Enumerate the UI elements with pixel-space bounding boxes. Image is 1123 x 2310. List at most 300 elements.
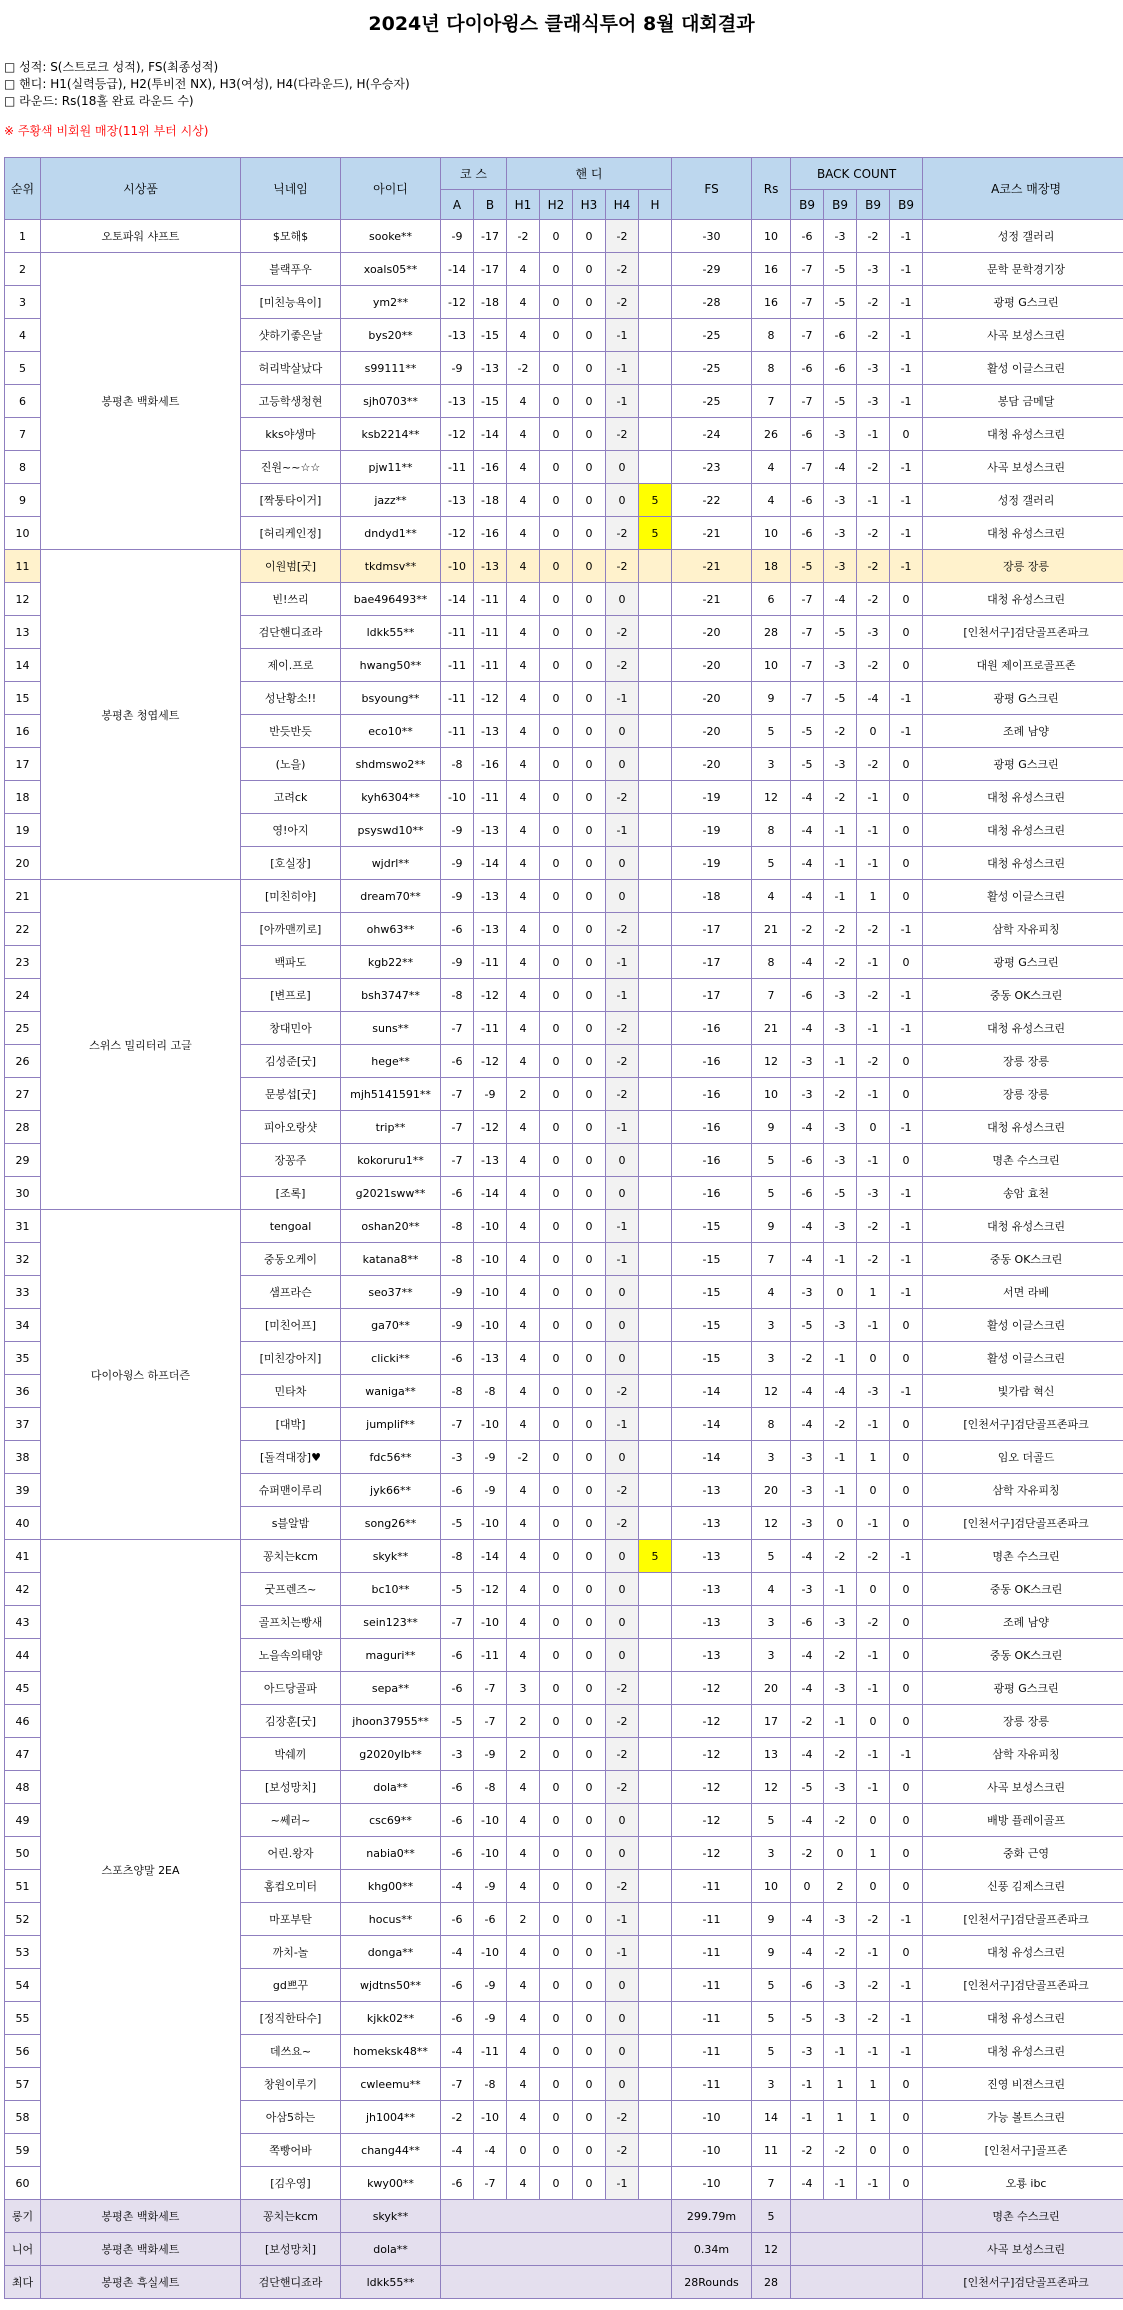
- cell: 5: [639, 484, 672, 517]
- cell: 광평 G스크린: [923, 946, 1123, 979]
- cell: -19: [672, 781, 752, 814]
- cell: 4: [507, 1210, 540, 1243]
- cell: -6: [791, 220, 824, 253]
- cell: -7: [441, 1111, 474, 1144]
- cell: 0: [573, 2101, 606, 2134]
- cell: 0: [573, 1507, 606, 1540]
- cell: [639, 1243, 672, 1276]
- cell: 0: [540, 583, 573, 616]
- cell: 빛가람 혁신: [923, 1375, 1123, 1408]
- cell: 0: [540, 2167, 573, 2200]
- cell: 영!아지: [241, 814, 341, 847]
- cell: 0: [540, 1771, 573, 1804]
- cell: -13: [441, 484, 474, 517]
- cell: -9: [441, 946, 474, 979]
- cell: 0: [606, 715, 639, 748]
- cell: [639, 1210, 672, 1243]
- cell: 노을속의태양: [241, 1639, 341, 1672]
- cell: 0: [540, 1969, 573, 2002]
- table-row: [5, 220, 1123, 253]
- cell: -14: [672, 1375, 752, 1408]
- cell: -4: [791, 1936, 824, 1969]
- cell: 0: [573, 2134, 606, 2167]
- cell: 0: [857, 1111, 890, 1144]
- cell: wjdtns50**: [341, 1969, 441, 2002]
- cell: 6: [5, 385, 41, 418]
- cell: -3: [824, 1012, 857, 1045]
- cell: 0: [540, 946, 573, 979]
- cell: -6: [441, 1804, 474, 1837]
- cell: [639, 1903, 672, 1936]
- cell: 4: [507, 814, 540, 847]
- cell: -20: [672, 715, 752, 748]
- cell: 골프치는빵새: [241, 1606, 341, 1639]
- cell: 검단핸디죠라: [241, 616, 341, 649]
- cell: 광평 G스크린: [923, 286, 1123, 319]
- cell: -1: [606, 1936, 639, 1969]
- cell: -10: [474, 1276, 507, 1309]
- cell: -20: [672, 682, 752, 715]
- cell: -1: [890, 1012, 923, 1045]
- cell: 0: [573, 1969, 606, 2002]
- cell: 32: [5, 1243, 41, 1276]
- cell: 0: [573, 451, 606, 484]
- cell: suns**: [341, 1012, 441, 1045]
- cell: -2: [857, 286, 890, 319]
- cell: 45: [5, 1672, 41, 1705]
- cell: -6: [441, 913, 474, 946]
- cell: -2: [606, 913, 639, 946]
- cell: -4: [791, 1639, 824, 1672]
- cell: -7: [441, 2068, 474, 2101]
- award-prize: 봉평촌 흑실세트: [41, 2266, 241, 2299]
- cell: -2: [824, 2134, 857, 2167]
- cell: 0: [540, 1507, 573, 1540]
- nonmember-note: ※ 주황색 비회원 매장(11위 부터 시상): [4, 124, 209, 138]
- cell: 2: [5, 253, 41, 286]
- cell: 10: [5, 517, 41, 550]
- cell: -1: [890, 1738, 923, 1771]
- cell: khg00**: [341, 1870, 441, 1903]
- cell: 대청 유성스크린: [923, 418, 1123, 451]
- cell: 4: [507, 1936, 540, 1969]
- cell: -2: [606, 781, 639, 814]
- cell: -14: [672, 1441, 752, 1474]
- cell: 5: [752, 1540, 791, 1573]
- cell: -6: [441, 1837, 474, 1870]
- cell: [639, 1045, 672, 1078]
- cell: jh1004**: [341, 2101, 441, 2134]
- cell: -2: [606, 517, 639, 550]
- cell: 2: [824, 1870, 857, 1903]
- cell: 0: [573, 1012, 606, 1045]
- cell: -11: [441, 682, 474, 715]
- cell: -13: [672, 1639, 752, 1672]
- cell: 0: [606, 2035, 639, 2068]
- cell: 10: [752, 517, 791, 550]
- cell: -1: [824, 814, 857, 847]
- cell: 0: [890, 2101, 923, 2134]
- cell: 진영 비젼스크린: [923, 2068, 1123, 2101]
- cell: -6: [474, 1903, 507, 1936]
- legend-score: □ 성적: S(스트로크 성적), FS(최종성적): [4, 60, 219, 74]
- cell: -10: [474, 1309, 507, 1342]
- cell: -11: [474, 649, 507, 682]
- cell: 0: [540, 1111, 573, 1144]
- cell: kokoruru1**: [341, 1144, 441, 1177]
- cell: bsyoung**: [341, 682, 441, 715]
- cell: [짝퉁타이거]: [241, 484, 341, 517]
- cell: -13: [672, 1507, 752, 1540]
- cell: 사곡 보성스크린: [923, 319, 1123, 352]
- cell: 삼학 자유피칭: [923, 913, 1123, 946]
- cell: 0: [890, 1639, 923, 1672]
- cell: 0: [890, 1705, 923, 1738]
- cell: maguri**: [341, 1639, 441, 1672]
- cell: 9: [5, 484, 41, 517]
- cell: -2: [857, 550, 890, 583]
- cell: ~쎄러~: [241, 1804, 341, 1837]
- cell: 피아오랑샷: [241, 1111, 341, 1144]
- cell: -14: [474, 1177, 507, 1210]
- cell: 5: [5, 352, 41, 385]
- cell: [인천서구]검단골프존파크: [923, 1969, 1123, 2002]
- cell: 5: [639, 517, 672, 550]
- cell: -9: [474, 2002, 507, 2035]
- cell: 12: [5, 583, 41, 616]
- cell: 가능 볼트스크린: [923, 2101, 1123, 2134]
- cell: 0: [540, 1276, 573, 1309]
- cell: 0: [857, 1804, 890, 1837]
- cell: 0: [540, 748, 573, 781]
- cell: ldkk55**: [341, 616, 441, 649]
- cell: 4: [752, 1573, 791, 1606]
- cell: -1: [606, 682, 639, 715]
- cell: 0: [857, 1474, 890, 1507]
- cell: -4: [441, 2134, 474, 2167]
- cell: 0: [824, 1507, 857, 1540]
- cell: 1: [857, 2068, 890, 2101]
- cell: -15: [672, 1210, 752, 1243]
- cell: -2: [606, 286, 639, 319]
- cell: 0: [890, 748, 923, 781]
- cell: -4: [824, 1375, 857, 1408]
- cell: [639, 1408, 672, 1441]
- cell: 4: [507, 1771, 540, 1804]
- cell: 48: [5, 1771, 41, 1804]
- cell: 오룡 ibc: [923, 2167, 1123, 2200]
- cell: 0: [573, 1738, 606, 1771]
- cell: 서면 라베: [923, 1276, 1123, 1309]
- cell: -2: [824, 913, 857, 946]
- cell: -4: [791, 1408, 824, 1441]
- cell: 0: [573, 1276, 606, 1309]
- cell: -2: [824, 1540, 857, 1573]
- cell: -6: [791, 418, 824, 451]
- cell: [639, 1474, 672, 1507]
- cell: 20: [752, 1474, 791, 1507]
- cell: homeksk48**: [341, 2035, 441, 2068]
- cell: 0: [540, 1375, 573, 1408]
- cell: 0: [857, 715, 890, 748]
- cell: 8: [752, 814, 791, 847]
- cell: -3: [824, 1309, 857, 1342]
- cell: -14: [474, 418, 507, 451]
- cell: 19: [5, 814, 41, 847]
- cell: -1: [824, 1342, 857, 1375]
- cell: -7: [791, 682, 824, 715]
- cell: 4: [507, 1837, 540, 1870]
- cell: -13: [474, 1342, 507, 1375]
- cell: -2: [606, 1705, 639, 1738]
- cell: 광평 G스크린: [923, 682, 1123, 715]
- cell: 10: [752, 649, 791, 682]
- cell: 0: [573, 1771, 606, 1804]
- cell: 0: [573, 1573, 606, 1606]
- cell: [정직한타수]: [241, 2002, 341, 2035]
- award-fs: 28Rounds: [672, 2266, 752, 2299]
- cell: 11: [752, 2134, 791, 2167]
- cell: -11: [672, 2068, 752, 2101]
- cell: 까치-놀: [241, 1936, 341, 1969]
- cell: -1: [890, 979, 923, 1012]
- cell: -1: [890, 1375, 923, 1408]
- cell: 명촌 수스크린: [923, 1540, 1123, 1573]
- cell: 4: [507, 649, 540, 682]
- cell: [639, 847, 672, 880]
- cell: -2: [857, 1045, 890, 1078]
- cell: [639, 1738, 672, 1771]
- cell: -1: [890, 484, 923, 517]
- cell: -3: [824, 418, 857, 451]
- cell: -7: [441, 1606, 474, 1639]
- cell: [639, 781, 672, 814]
- cell: -1: [890, 352, 923, 385]
- cell: -2: [824, 1738, 857, 1771]
- legend: [4, 59, 410, 110]
- cell: 3: [752, 1639, 791, 1672]
- cell: 0: [890, 1870, 923, 1903]
- award-nickname: [보성망치]: [241, 2233, 341, 2266]
- cell: dola**: [341, 1771, 441, 1804]
- cell: [639, 550, 672, 583]
- cell: 4: [752, 1276, 791, 1309]
- cell: 57: [5, 2068, 41, 2101]
- cell: 0: [540, 814, 573, 847]
- cell: 0: [540, 2068, 573, 2101]
- cell: 0: [540, 1606, 573, 1639]
- page-title: 2024년 다이아윙스 클래식투어 8월 대회결과: [368, 13, 755, 35]
- cell: -9: [474, 1474, 507, 1507]
- cell: 25: [5, 1012, 41, 1045]
- cell: 23: [5, 946, 41, 979]
- results-table: [4, 157, 1123, 2299]
- cell: -1: [857, 1771, 890, 1804]
- prize-group: 스포츠양말 2EA: [41, 1540, 241, 2200]
- cell: -3: [824, 979, 857, 1012]
- cell: dream70**: [341, 880, 441, 913]
- cell: -12: [474, 682, 507, 715]
- cell: 대청 유성스크린: [923, 1111, 1123, 1144]
- cell: [639, 2134, 672, 2167]
- cell: 0: [540, 1177, 573, 1210]
- cell: 4: [507, 385, 540, 418]
- cell: 0: [540, 1672, 573, 1705]
- cell: -10: [474, 1837, 507, 1870]
- cell: kks야생마: [241, 418, 341, 451]
- cell: 0: [573, 682, 606, 715]
- cell: 12: [752, 1771, 791, 1804]
- cell: 3: [752, 1441, 791, 1474]
- cell: [639, 418, 672, 451]
- cell: 0: [824, 1276, 857, 1309]
- cell: -10: [672, 2101, 752, 2134]
- cell: 17: [5, 748, 41, 781]
- cell: 0: [606, 1606, 639, 1639]
- cell: -17: [474, 220, 507, 253]
- cell: 마포부탄: [241, 1903, 341, 1936]
- cell: 29: [5, 1144, 41, 1177]
- cell: 4: [507, 1045, 540, 1078]
- cell: 4: [507, 1243, 540, 1276]
- cell: 0: [606, 451, 639, 484]
- cell: -22: [672, 484, 752, 517]
- cell: -1: [606, 385, 639, 418]
- cell: 16: [5, 715, 41, 748]
- cell: ksb2214**: [341, 418, 441, 451]
- cell: -4: [791, 1804, 824, 1837]
- cell: 0: [573, 1177, 606, 1210]
- cell: 0: [540, 1474, 573, 1507]
- cell: 0: [890, 1474, 923, 1507]
- cell: -9: [474, 1870, 507, 1903]
- cell: song26**: [341, 1507, 441, 1540]
- cell: 대청 유성스크린: [923, 1210, 1123, 1243]
- cell: [639, 1507, 672, 1540]
- cell: 0: [540, 1705, 573, 1738]
- cell: -15: [672, 1243, 752, 1276]
- cell: 6: [752, 583, 791, 616]
- cell: 0: [890, 1672, 923, 1705]
- cell: -2: [606, 649, 639, 682]
- award-row: [5, 2266, 1123, 2299]
- col-a: A: [441, 190, 474, 220]
- cell: 창원이루기: [241, 2068, 341, 2101]
- cell: [639, 319, 672, 352]
- cell: [639, 1078, 672, 1111]
- cell: 56: [5, 2035, 41, 2068]
- cell: 중동오케이: [241, 1243, 341, 1276]
- cell: -4: [791, 1012, 824, 1045]
- cell: hwang50**: [341, 649, 441, 682]
- cell: 대청 유성스크린: [923, 814, 1123, 847]
- cell: [대박]: [241, 1408, 341, 1441]
- cell: -6: [791, 979, 824, 1012]
- cell: -11: [441, 649, 474, 682]
- cell: 4: [507, 946, 540, 979]
- cell: 4: [507, 1375, 540, 1408]
- cell: 0: [540, 781, 573, 814]
- cell: [조록]: [241, 1177, 341, 1210]
- cell: -6: [441, 1474, 474, 1507]
- cell: bsh3747**: [341, 979, 441, 1012]
- cell: 0: [573, 1045, 606, 1078]
- cell: 제이.프로: [241, 649, 341, 682]
- cell: 5: [752, 1969, 791, 2002]
- cell: 0: [573, 781, 606, 814]
- cell: 0: [573, 1639, 606, 1672]
- cell: 4: [507, 1342, 540, 1375]
- cell: bae496493**: [341, 583, 441, 616]
- cell: 0: [890, 1309, 923, 1342]
- cell: 0: [573, 649, 606, 682]
- cell: -16: [672, 1012, 752, 1045]
- empty-cell: [791, 2233, 923, 2266]
- cell: -3: [857, 616, 890, 649]
- cell: -3: [824, 1606, 857, 1639]
- cell: 0: [890, 649, 923, 682]
- cell: -6: [441, 1903, 474, 1936]
- cell: 4: [507, 1969, 540, 2002]
- cell: [인천서구]검단골프존파크: [923, 1408, 1123, 1441]
- cell: -15: [474, 385, 507, 418]
- cell: -3: [791, 1507, 824, 1540]
- cell: 삼학 자유피칭: [923, 1474, 1123, 1507]
- cell: -1: [890, 2002, 923, 2035]
- cell: 0: [606, 1144, 639, 1177]
- award-label: 롱기: [5, 2200, 41, 2233]
- cell: 0: [540, 913, 573, 946]
- cell: g2020ylb**: [341, 1738, 441, 1771]
- cell: 0: [573, 1210, 606, 1243]
- cell: 21: [5, 880, 41, 913]
- cell: -1: [606, 946, 639, 979]
- cell: -11: [474, 946, 507, 979]
- cell: 55: [5, 2002, 41, 2035]
- cell: 꽁치는kcm: [241, 1540, 341, 1573]
- cell: -7: [441, 1078, 474, 1111]
- cell: -3: [857, 1177, 890, 1210]
- cell: sjh0703**: [341, 385, 441, 418]
- cell: [639, 946, 672, 979]
- cell: -2: [857, 1540, 890, 1573]
- cell: 중동 OK스크린: [923, 1639, 1123, 1672]
- cell: xoals05**: [341, 253, 441, 286]
- cell: 송암 효천: [923, 1177, 1123, 1210]
- cell: [639, 1870, 672, 1903]
- cell: [639, 451, 672, 484]
- cell: -2: [857, 1210, 890, 1243]
- cell: [639, 1936, 672, 1969]
- cell: -1: [857, 1012, 890, 1045]
- cell: [미친강아지]: [241, 1342, 341, 1375]
- cell: -1: [857, 1672, 890, 1705]
- cell: -2: [857, 748, 890, 781]
- cell: 0: [573, 1243, 606, 1276]
- cell: -1: [890, 1111, 923, 1144]
- cell: 5: [752, 1177, 791, 1210]
- cell: [미친능욕이]: [241, 286, 341, 319]
- cell: 3: [752, 1837, 791, 1870]
- cell: katana8**: [341, 1243, 441, 1276]
- cell: -3: [824, 1672, 857, 1705]
- cell: 0: [890, 1936, 923, 1969]
- cell: -13: [474, 880, 507, 913]
- cell: 4: [507, 2068, 540, 2101]
- cell: 0: [540, 1342, 573, 1375]
- cell: -6: [791, 484, 824, 517]
- cell: [639, 253, 672, 286]
